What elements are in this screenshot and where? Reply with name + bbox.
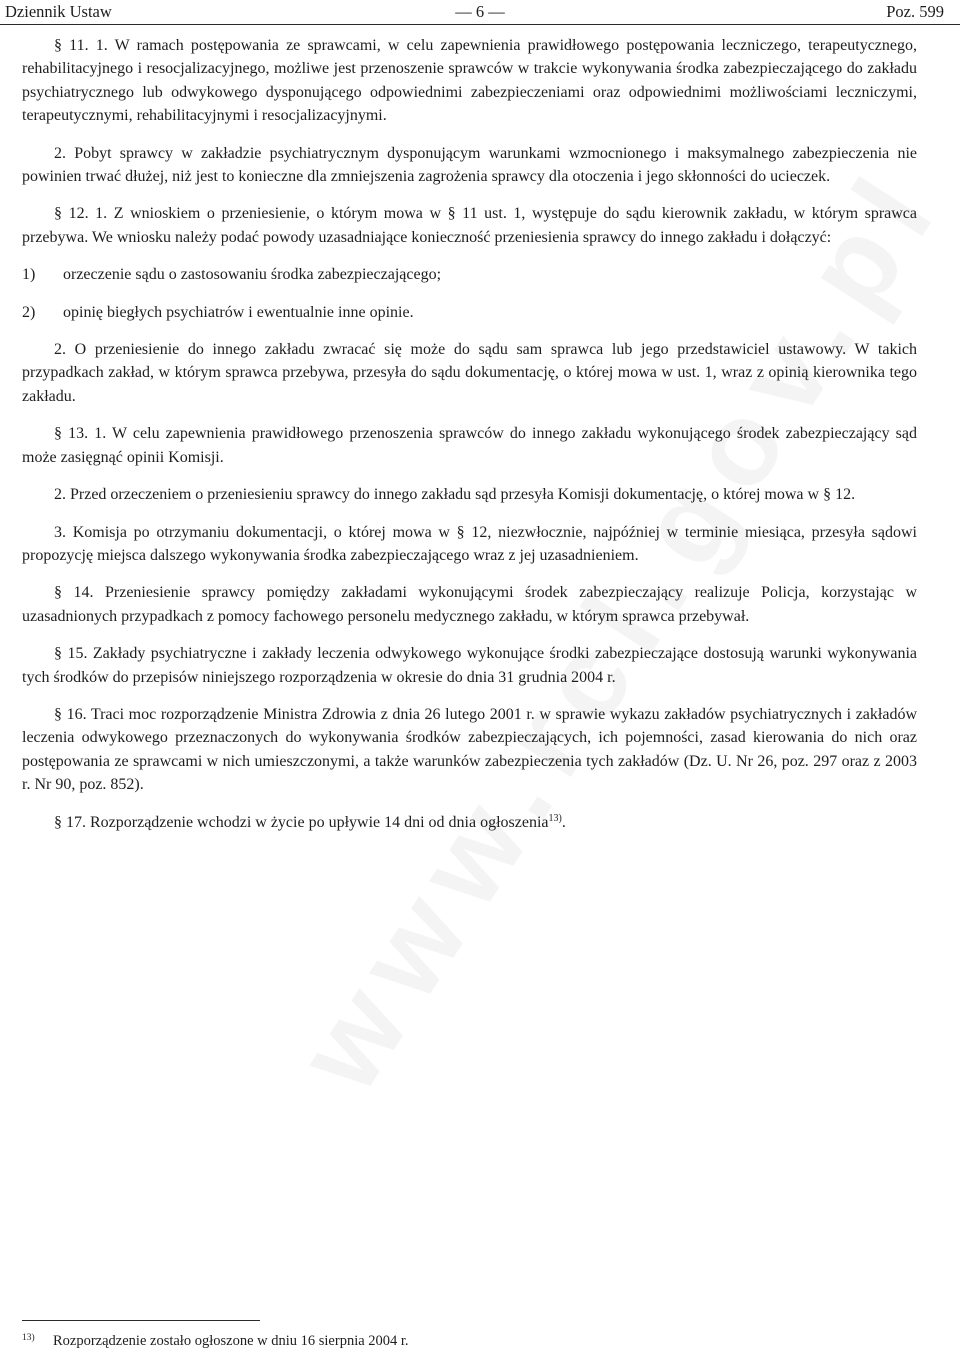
journal-title: Dziennik Ustaw bbox=[5, 2, 112, 21]
list-item bbox=[22, 263, 917, 286]
paragraph-13-1: § 13. 1. W celu zapewnienia prawidłowego przenoszenia sprawców do innego zakładu wykonującego środek zabezpieczający sąd może zasięgnąć opinii Komisji. bbox=[22, 425, 917, 466]
paragraph-17 bbox=[22, 811, 917, 834]
paragraph-17-end: . bbox=[561, 813, 566, 831]
paragraph-17-text: § 17. Rozporządzenie wchodzi w życie po upływie 14 dni od dnia ogłoszenia bbox=[54, 813, 549, 831]
paragraph-11-2: 2. Pobyt sprawcy w zakładzie psychiatrycznym dysponującym warunkami wzmocnionego i maksymalnego zabezpieczenia nie powinien trwać dłużej, niż jest to konieczne dla zmniejszenia zagrożenia sprawcy dla otoczenia i jego skłonności do ucieczek. bbox=[22, 144, 917, 186]
footnote-reference[interactable]: 13) bbox=[548, 812, 562, 824]
footnote-divider bbox=[22, 1320, 260, 1321]
page-header bbox=[0, 2, 960, 22]
paragraph-14: § 14. Przeniesienie sprawcy pomiędzy zakładami wykonującymi środek zabezpieczający realizuje Policja, korzystając w uzasadnionych przypadkach z pomocy fachowego personelu medycznego zakładu, w którym sprawca przebywał. bbox=[22, 584, 917, 625]
list-item bbox=[22, 301, 917, 324]
paragraph-13-3: 3. Komisja po otrzymaniu dokumentacji, o której mowa w § 12, niezwłocznie, najpóźniej w terminie miesiąca, przesyła sądowi propozycję miejsca dalszego wykonywania środka zabezpieczającego wraz z jej uzasadnieniem. bbox=[22, 523, 917, 564]
paragraph-13-2: 2. Przed orzeczeniem o przeniesieniu sprawcy do innego zakładu sąd przesyła Komisji dokumentację, o której mowa w § 12. bbox=[54, 486, 856, 504]
header-divider bbox=[0, 24, 960, 25]
page-number: — 6 — bbox=[455, 2, 505, 21]
paragraph-12-2: 2. O przeniesienie do innego zakładu zwracać się może do sądu sam sprawca lub jego przedstawiciel ustawowy. W takich przypadkach zakład, w którym sprawca przebywa, przesyła do sądu dokumentację, o której mowa w ust. 1, wraz z opinią kierownika tego zakładu. bbox=[22, 341, 917, 405]
list-item-text: opinię biegłych psychiatrów i ewentualnie inne opinie. bbox=[63, 303, 414, 321]
paragraph-15: § 15. Zakłady psychiatryczne i zakłady leczenia odwykowego wykonujące środki zabezpieczające dostosują warunki wykonywania tych środków do przepisów niniejszego rozporządzenia w okresie do dnia 31 grudnia 2004 r. bbox=[22, 645, 917, 686]
footnote-text: Rozporządzenie zostało ogłoszone w dniu 16 sierpnia 2004 r. bbox=[53, 1333, 409, 1349]
list-item-text: orzeczenie sądu o zastosowaniu środka zabezpieczającego; bbox=[63, 266, 442, 284]
paragraph-11-1: § 11. 1. W ramach postępowania ze sprawcami, w celu zapewnienia prawidłowego postępowania leczniczego, terapeutycznego, rehabilitacyjnego i resocjalizacyjnego, możliwe jest przenoszenie sprawców w trakcie wykonywania środka zabezpieczającego do zakładu psychiatrycznego lub odwykowego dysponującego odpowiednimi zabezpieczeniami oraz odpowiednimi możliwościami leczniczymi, terapeutycznymi, rehabilitacyjnymi i resocjalizacyjnymi. bbox=[22, 37, 917, 125]
list-item-number: 2) bbox=[22, 303, 36, 321]
footnote-number: 13) bbox=[22, 1333, 35, 1343]
position-number: Poz. 599 bbox=[886, 2, 944, 21]
paragraph-12-1: § 12. 1. Z wnioskiem o przeniesienie, o którym mowa w § 11 ust. 1, występuje do sądu kierownik zakładu, w którym sprawca przebywa. We wniosku należy podać powody uzasadniające konieczność przeniesienia sprawcy do innego zakładu i dołączyć: bbox=[22, 205, 917, 246]
footnote bbox=[22, 1333, 409, 1350]
paragraph-16: § 16. Traci moc rozporządzenie Ministra Zdrowia z dnia 26 lutego 2001 r. w sprawie wykazu zakładów psychiatrycznych i zakładów leczenia odwykowego przeznaczonych do wykonywania środków zabezpieczających, ich pojemności, zasad kierowania do nich oraz postępowania ze sprawcami w nich umieszczonymi, a także warunków zabezpieczenia tych zakładów (Dz. U. Nr 26, poz. 297 oraz z 2003 r. Nr 90, poz. 852). bbox=[22, 705, 917, 794]
list-item-number: 1) bbox=[22, 266, 36, 284]
document-body bbox=[22, 34, 917, 848]
